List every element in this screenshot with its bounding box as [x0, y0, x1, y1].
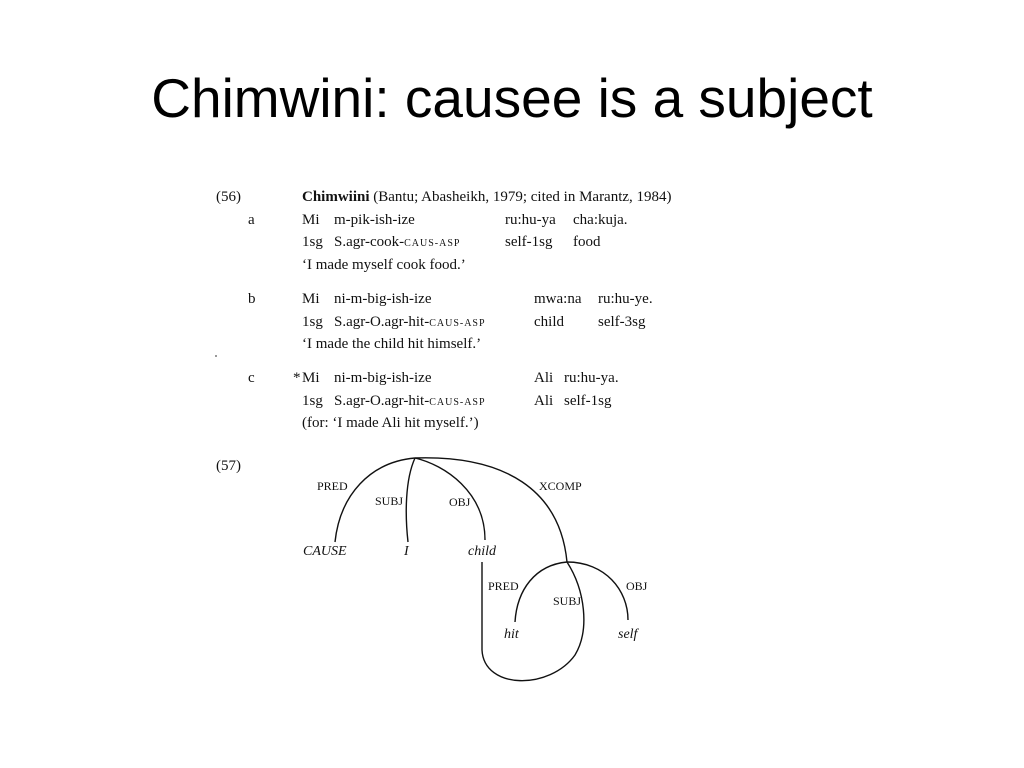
- language-name: Chimwiini: [302, 189, 370, 205]
- language-source: (Bantu; Abasheikh, 1979; cited in Marantz, 1984): [373, 189, 672, 205]
- obj2-arc: [567, 562, 628, 620]
- pred2-label: PRED: [488, 579, 519, 593]
- example-c-word3: Ali: [534, 370, 554, 386]
- example-c-word4: ru:hu-ya.: [564, 370, 619, 386]
- example-c-gloss4: self-1sg: [564, 393, 612, 409]
- obj2-label: OBJ: [626, 579, 648, 593]
- pred-label: PRED: [317, 479, 348, 493]
- example-c-letter: c: [248, 370, 255, 386]
- subj-label: SUBJ: [375, 494, 404, 508]
- example-a-gloss1: 1sg: [302, 234, 323, 250]
- example-a-word1: Mi: [302, 212, 320, 228]
- example-a-letter: a: [248, 212, 255, 228]
- example-c-gloss1: 1sg: [302, 393, 323, 409]
- xcomp-label: XCOMP: [539, 479, 582, 493]
- word-i: I: [404, 544, 409, 559]
- example-57-number: (57): [216, 458, 241, 474]
- example-a-word4: cha:kuja.: [573, 212, 628, 228]
- example-a-word2: m-pik-ish-ize: [334, 212, 415, 228]
- gloss-smallcaps: CAUS-ASP: [429, 318, 486, 329]
- gloss-smallcaps: CAUS-ASP: [404, 238, 461, 249]
- example-b-word4: ru:hu-ye.: [598, 291, 653, 307]
- gloss-text: S.agr-O.agr-hit-: [334, 314, 430, 330]
- example-56-number: (56): [216, 189, 241, 205]
- example-b-gloss3: child: [534, 314, 564, 330]
- gloss-text: S.agr-cook-: [334, 234, 405, 250]
- subj2-label: SUBJ: [553, 594, 582, 608]
- example-b-gloss4: self-3sg: [598, 314, 646, 330]
- example-b-translation: ‘I made the child hit himself.’: [302, 336, 482, 352]
- example-b-word1: Mi: [302, 291, 320, 307]
- subj-arc: [406, 458, 415, 542]
- example-c-word2: ni-m-big-ish-ize: [334, 370, 432, 386]
- gloss-text: S.agr-O.agr-hit-: [334, 393, 430, 409]
- example-b-word3: mwa:na: [534, 291, 582, 307]
- word-hit: hit: [504, 627, 519, 642]
- gloss-smallcaps: CAUS-ASP: [429, 397, 486, 408]
- ungrammatical-star: *: [293, 370, 301, 386]
- obj-label: OBJ: [449, 495, 471, 509]
- example-b-gloss1: 1sg: [302, 314, 323, 330]
- pred2-arc: [515, 562, 567, 622]
- word-self: self: [618, 627, 638, 642]
- example-a-gloss3: self-1sg: [505, 234, 553, 250]
- slide-title: Chimwini: causee is a subject: [151, 67, 873, 129]
- example-c-word1: Mi: [302, 370, 320, 386]
- word-child: child: [468, 544, 496, 559]
- example-c-translation: (for: ‘I made Ali hit myself.’): [302, 415, 479, 431]
- example-a-translation: ‘I made myself cook food.’: [302, 257, 466, 273]
- word-cause: CAUSE: [303, 544, 347, 559]
- example-b-letter: b: [248, 291, 256, 307]
- example-a-gloss4: food: [573, 234, 601, 250]
- example-b-word2: ni-m-big-ish-ize: [334, 291, 432, 307]
- example-a-word3: ru:hu-ya: [505, 212, 556, 228]
- example-c-gloss3: Ali: [534, 393, 554, 409]
